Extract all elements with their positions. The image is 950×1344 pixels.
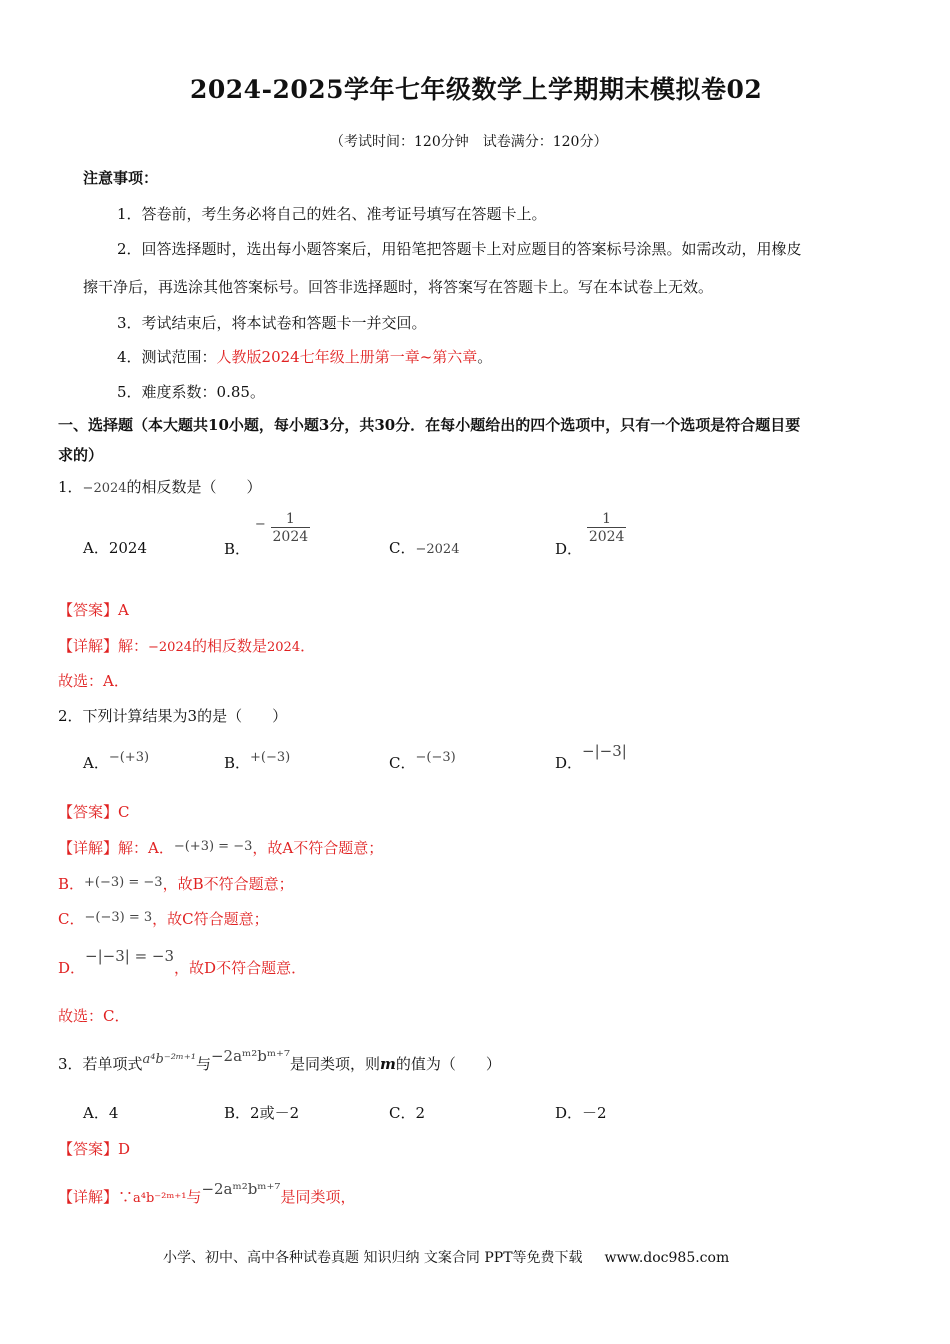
page-title: 2024-2025学年七年级数学上学期期末模拟卷02 — [190, 75, 763, 104]
option-value: 2 — [415, 1104, 426, 1122]
q1-option-d — [555, 511, 626, 559]
monomial-1: a⁴b⁻²ᵐ⁺¹ — [142, 1052, 196, 1067]
q2-answer: 【答案】C — [58, 803, 130, 821]
q3-option-a — [83, 1102, 118, 1123]
q3-detail — [58, 1180, 356, 1207]
option-label: A． — [83, 539, 109, 557]
math-expression: 2024 — [267, 640, 301, 655]
question-text: 与 — [195, 1055, 211, 1073]
denominator: 2024 — [588, 529, 625, 545]
math-expression: −(+3) = −3 — [173, 839, 253, 854]
option-label: B． — [224, 1104, 251, 1122]
detail-label: 【详解】解：A． — [58, 839, 174, 857]
math-expression: −|−3| = −3 — [85, 947, 175, 965]
detail-label: C． — [58, 910, 85, 928]
notice-item-4-prefix: 4．测试范围： — [117, 348, 217, 366]
section-heading-line2: 求的） — [58, 446, 104, 464]
test-scope: 人教版2024七年级上册第一章~第六章 — [216, 348, 478, 366]
footer — [163, 1247, 729, 1267]
option-label: A． — [83, 754, 109, 772]
q1-answer: 【答案】A — [58, 601, 129, 619]
option-label: C． — [389, 539, 416, 557]
q2-option-c — [389, 752, 456, 773]
q2-detail-d — [58, 947, 307, 978]
notice-item-1: 1．答卷前，考生务必将自己的姓名、准考证号填写在答题卡上。 — [117, 205, 547, 223]
numerator: 1 — [602, 511, 612, 527]
option-label: C． — [389, 1104, 416, 1122]
notice-item-5: 5．难度系数：0.85。 — [117, 383, 265, 401]
footer-text: 小学、初中、高中各种试卷真题 知识归纳 文案合同 PPT等免费下载 — [163, 1250, 583, 1266]
q2-option-d — [555, 742, 627, 773]
notice-item-4-suffix: 。 — [477, 348, 493, 366]
question-number: 1． — [58, 478, 83, 496]
question-2-stem: 2．下列计算结果为3的是（ ） — [58, 707, 288, 725]
q1-option-b — [224, 511, 310, 559]
monomial-2: −2aᵐ²bᵐ⁺⁷ — [210, 1047, 290, 1065]
minus-sign: − — [254, 517, 266, 532]
math-expression: +(−3) = −3 — [84, 875, 163, 890]
option-value: −2024 — [415, 542, 460, 557]
detail-text: 与 — [186, 1188, 202, 1206]
variable-m: m — [379, 1055, 396, 1073]
option-label: D． — [555, 540, 583, 558]
question-text: 是同类项，则 — [289, 1055, 380, 1073]
detail-text: ，故B不符合题意； — [162, 875, 294, 893]
detail-text: ． — [300, 637, 316, 655]
option-label: B． — [224, 754, 251, 772]
detail-label: D． — [58, 959, 86, 977]
q3-option-c — [389, 1102, 425, 1123]
notice-item-2-line2: 擦干净后，再选涂其他答案标号。回答非选择题时，将答案写在答题卡上。写在本试卷上无效。 — [83, 278, 714, 296]
footer-site-link[interactable]: www.doc985.com — [604, 1250, 730, 1266]
monomial-2: −2aᵐ²bᵐ⁺⁷ — [201, 1180, 281, 1198]
q3-answer: 【答案】D — [58, 1140, 131, 1158]
q3-option-b — [224, 1102, 299, 1123]
detail-label: 【详解】∵ — [58, 1188, 134, 1206]
math-expression: −2024 — [82, 481, 127, 496]
option-value: +(−3) — [250, 750, 291, 765]
q1-detail — [58, 635, 315, 656]
option-value: 2或－2 — [250, 1104, 300, 1122]
question-text: 的值为（ ） — [395, 1055, 501, 1073]
option-value: −|−3| — [582, 742, 627, 760]
question-text: 的相反数是（ ） — [126, 478, 262, 496]
q2-detail-b — [58, 873, 294, 894]
notice-item-2-line1: 2．回答选择题时，选出每小题答案后，用铅笔把答题卡上对应题目的答案标号涂黑。如需改动，用橡皮 — [117, 240, 802, 258]
detail-label: B． — [58, 875, 85, 893]
q1-option-a — [83, 537, 147, 558]
detail-text: 是同类项， — [280, 1188, 356, 1206]
exam-info: （考试时间：120分钟 试卷满分：120分） — [330, 134, 608, 150]
question-text: 3．若单项式 — [58, 1055, 143, 1073]
option-label: C． — [389, 754, 416, 772]
numerator: 1 — [285, 511, 295, 527]
notice-item-3: 3．考试结束后，将本试卷和答题卡一并交回。 — [117, 314, 427, 332]
option-label: D． — [555, 1104, 583, 1122]
option-value: 2024 — [108, 539, 148, 557]
detail-label: 【详解】解： — [58, 637, 149, 655]
question-1-stem — [58, 476, 262, 497]
notice-heading: 注意事项： — [83, 169, 159, 187]
detail-text: ，故C符合题意； — [152, 910, 269, 928]
option-label: D． — [555, 754, 583, 772]
notice-item-4 — [117, 346, 492, 367]
monomial-1: a⁴b⁻²ᵐ⁺¹ — [133, 1191, 187, 1206]
q1-choose: 故选：A． — [58, 672, 129, 690]
detail-text: ，故A不符合题意； — [252, 839, 384, 857]
q2-detail-c — [58, 908, 269, 929]
q2-option-a — [83, 752, 149, 773]
q2-option-b — [224, 752, 290, 773]
q1-option-c — [389, 537, 459, 558]
detail-text: 的相反数是 — [192, 637, 268, 655]
option-label: A． — [83, 1104, 109, 1122]
detail-text: ，故D不符合题意． — [174, 959, 307, 977]
option-label: B． — [224, 540, 251, 558]
option-value: −(−3) — [415, 750, 456, 765]
q2-detail-a — [58, 837, 383, 858]
question-3-stem — [58, 1047, 501, 1074]
q2-choose: 故选：C． — [58, 1007, 130, 1025]
option-value: 4 — [108, 1104, 119, 1122]
math-expression: −(−3) = 3 — [84, 910, 153, 925]
section-heading-line1: 一、选择题（本大题共10小题，每小题3分，共30分．在每小题给出的四个选项中，只有一个选项是符合题目要 — [58, 416, 801, 434]
option-value: −(+3) — [108, 750, 150, 765]
option-value: －2 — [582, 1104, 607, 1122]
denominator: 2024 — [272, 529, 309, 545]
fraction — [271, 511, 311, 545]
math-expression: −2024 — [148, 640, 192, 655]
fraction — [587, 511, 627, 545]
q3-option-d — [555, 1102, 607, 1123]
